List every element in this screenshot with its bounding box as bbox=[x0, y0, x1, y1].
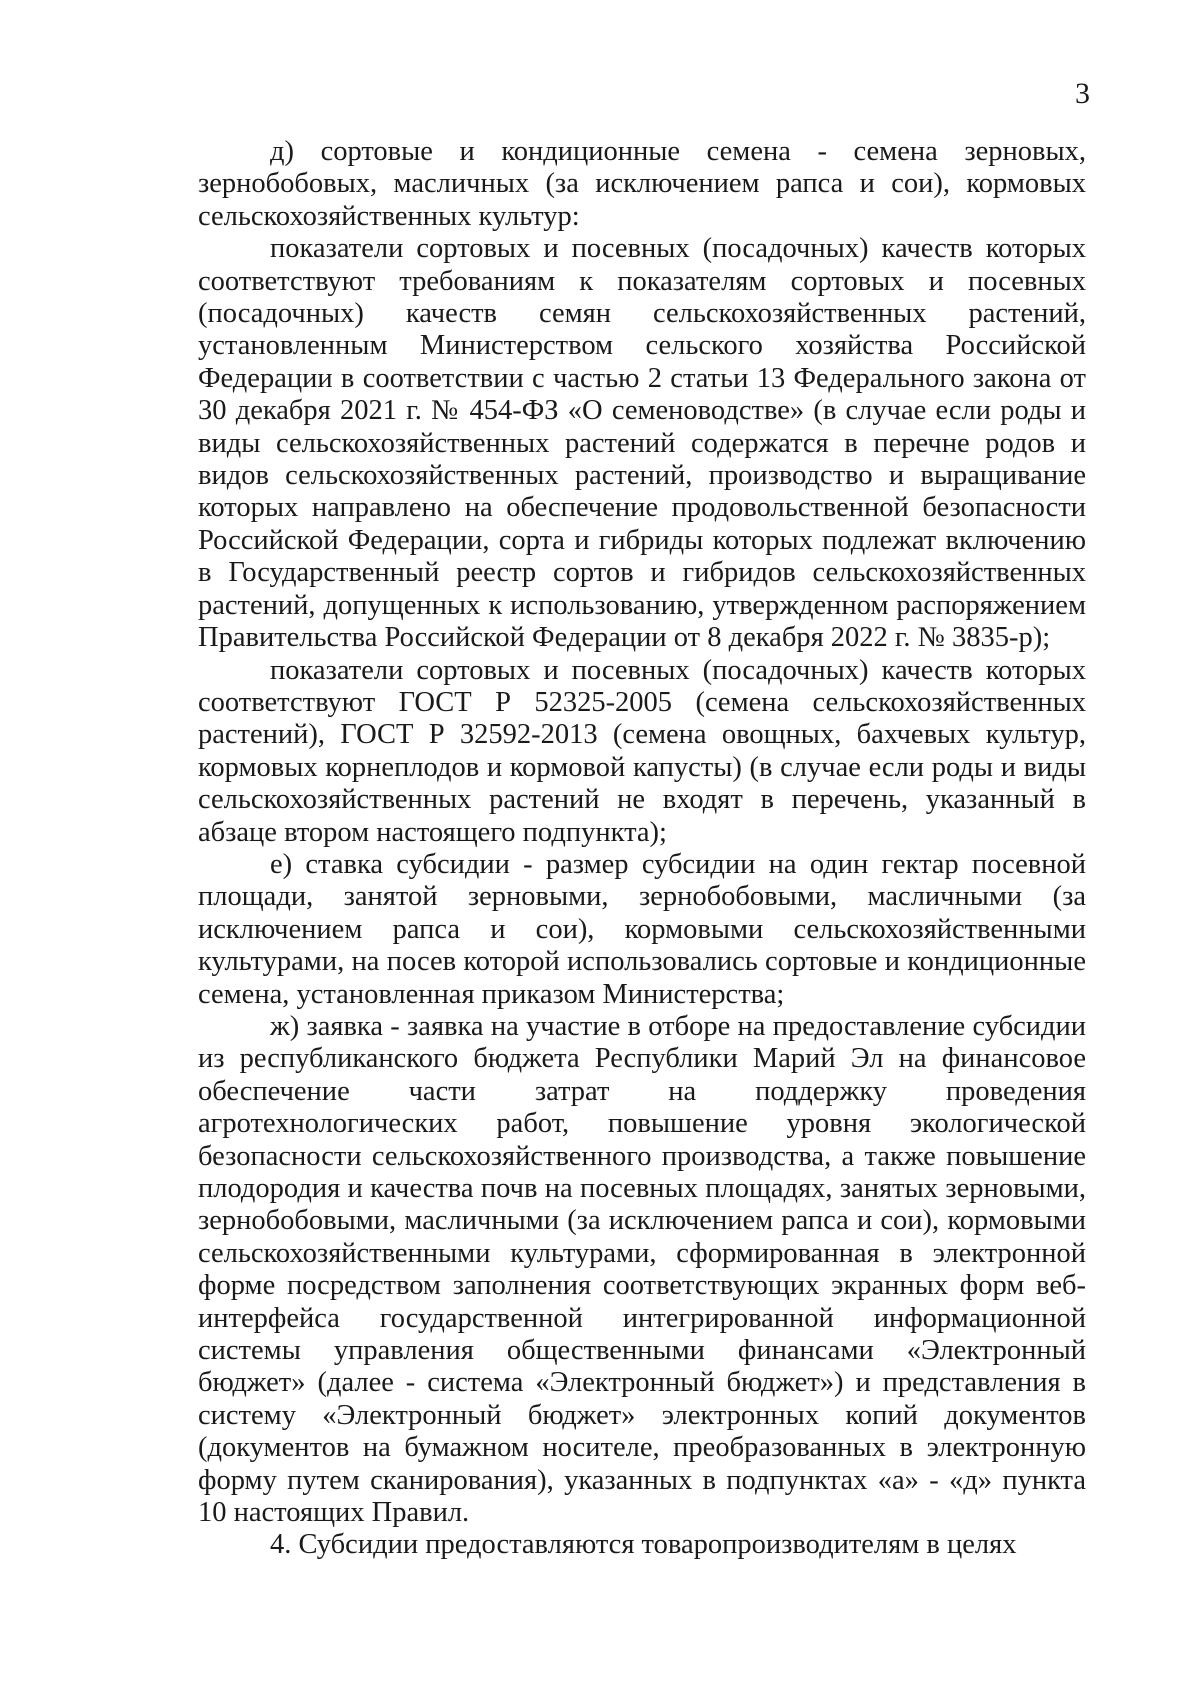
paragraph-e-subsidy-rate: е) ставка субсидии - размер субсидии на один гектар посевной площади, занятой зерновыми, зернобобовыми, масличными (за исключением рапса и сои), кормовыми сельскохозяйственными культурами, на посев которой использовались сортовые и кондиционные семена, установленная приказом Министерства; bbox=[198, 848, 1086, 1010]
paragraph-gost-standards: показатели сортовых и посевных (посадочных) качеств которых соответствуют ГОСТ Р 52325-2005 (семена сельскохозяйственных растений), ГОСТ Р 32592-2013 (семена овощных, бахчевых культур, кормовых корнеплодов и кормовой капусты) (в случае если роды и виды сельскохозяйственных растений не входят в перечень, указанный в абзаце втором настоящего подпункта); bbox=[198, 654, 1086, 848]
paragraph-4-subsidies: 4. Субсидии предоставляются товаропроизводителям в целях bbox=[270, 1529, 1017, 1561]
paragraph-seed-quality-requirements: показатели сортовых и посевных (посадочных) качеств которых соответствуют требованиям к показателям сортовых и посевных (посадочных) качеств семян сельскохозяйственных растений, установленным Министерством сельского хозяйства Российской Федерации в соответствии с частью 2 статьи 13 Федерального закона от 30 декабря 2021 г. № 454-ФЗ «О семеноводстве» (в случае если роды и виды сельскохозяйственных растений содержатся в перечне родов и видов сельскохозяйственных растений, производство и выращивание которых направлено на обеспечение продовольственной безопасности Российской Федерации, сорта и гибриды которых подлежат включению в Государственный реестр сортов и гибридов сельскохозяйственных растений, допущенных к использованию, утвержденном распоряжением Правительства Российской Федерации от 8 декабря 2022 г. № 3835-р); bbox=[198, 233, 1086, 654]
page-number: 3 bbox=[1075, 77, 1090, 110]
paragraph-zh-application: ж) заявка - заявка на участие в отборе на предоставление субсидии из республиканского бюджета Республики Марий Эл на финансовое обеспечение части затрат на поддержку проведения агротехнологических работ, повышение уровня экологической безопасности сельскохозяйственного производства, а также повышение плодородия и качества почв на посевных площадях, занятых зерновыми, зернобобовыми, масличными (за исключением рапса и сои), кормовыми сельскохозяйственными культурами, сформированная в электронной форме посредством заполнения соответствующих экранных форм веб-интерфейса государственной интегрированной информационной системы управления общественными финансами «Электронный бюджет» (далее - система «Электронный бюджет») и представления в систему «Электронный бюджет» электронных копий документов (документов на бумажном носителе, преобразованных в электронную форму путем сканирования), указанных в подпунктах «а» - «д» пункта 10 настоящих Правил. bbox=[198, 1010, 1086, 1529]
document-body bbox=[198, 136, 1086, 1562]
paragraph-d-seeds-definition: д) сортовые и кондиционные семена - семена зерновых, зернобобовых, масличных (за исключением рапса и сои), кормовых сельскохозяйственных культур: bbox=[198, 136, 1086, 232]
